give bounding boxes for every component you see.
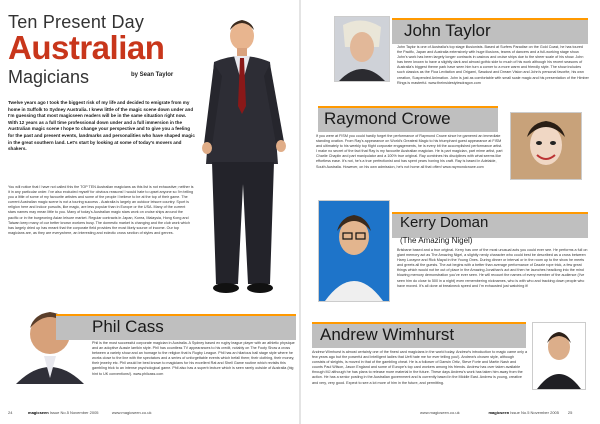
left-page-number: 24 <box>8 410 13 415</box>
title-line-1: Ten Present Day <box>8 12 145 32</box>
intro-paragraph: Twelve years ago I took the biggest risk of my life and decided to emigrate from my home in Suffolk to Sydney Australia. I knew little of the magic scene down under and I'm guessing that most magicseen readers will be in the same situation right now. With 12 years as a full time professional down under and a full immersion in the Australian magic scene I hope to change your perspective and to give you a feeling for the past and present events, landmarks and personalities who have shaped magic in the great southern land. Let's start by looking at some of today's movers and shakers. <box>8 100 195 152</box>
kerry-doman-text: Brisbane based and a true original. Kerry has one of the most unusual acts you could ever see. He performs a full on giant memory act as The Amazing Nigel, a slightly nerdy character who could best be described as a cross between Harry Lorayne and Rick Mayal in the Young Ones. During dinner or interval or in the room up to the show he meets and greets all the guests. The act begins with a better than average performance of Dazzle rope trick, a few great things which would not be out of place in the Amazing Jonathan's act and then he launches headlong into the mind blowing memory demonstration you've ever seen. He will recount the names of every member of the audience (I've seen him do close to 500 in a night) even remembering nicknames, who is with who and tracking down people who have moved. It's all done at breakneck speed and I'm exhausted just watching it! <box>397 248 588 288</box>
byline: by Sean Taylor <box>131 72 174 78</box>
john-taylor-photo <box>334 16 390 82</box>
raymond-crowe-text: If you were at FISM you could hardly forget the performance of Raymond Crowe since he garnered an immediate standing ovation. From Ray's appearance on World's Greatest Magic to his triumphant guest appearance at FISM and ultimately to his weekly top flight corporate engagements, he is every bit the accomplished performance artist. I make no secret of the fact that Ray is my favourite Australian magician. He is part magician, part mime artist, part Charlie Chaplin and part manipulator and a 100% true original. Ray combines his disciplines with what seems like effortless ease. It's not, he's a true perfectionist and has spent years honing his craft. Ray is based in Adelaide, South Australia. However, on his own admission, he's not home all that often! www.raymondcrowe.com <box>316 134 503 169</box>
kerry-doman-photo <box>318 200 390 302</box>
phil-cass-name: Phil Cass <box>92 317 164 336</box>
right-magazine-name: magicseen <box>488 410 510 415</box>
spread-gutter <box>299 0 301 424</box>
phil-cass-header-bar <box>56 314 296 340</box>
andrew-wimhurst-name: Andrew Wimhurst <box>320 325 455 344</box>
body-paragraph: You will notice that I have not called this the TOP TEN Australian magicians as this list is not exhaustive; neither is it in any particular order. I've also excluded myself for obvious reasons! I would hate to upset anyone so I'm telling you a little of some of my favourite artistes and some of the people I believe to be at the top of their game. The current Australian magic scene is not a touring success - Australia is largely an outdoor leisure country. Sport is religion here and indoor pursuits, like magic, are less popular than in Europe or the USA. Many of the current stars names may mean little to you. Many of today's Australian magic stars work on cruise ships around the pacific or in the burgeoning Asian leisure market. Regular contracts in Japan, Korea, Malaysia, Hong Kong and Taiwan keep many of our better known workers busy. The domestic market is changing and the club work which has largely dried up has meant that the corporate field provides the most likely source of income. Our top magicians are, as they are everywhere, an interesting and eclectic cross section of styles and genres. <box>8 185 194 235</box>
raymond-crowe-name: Raymond Crowe <box>324 109 451 128</box>
kerry-doman-header-bar <box>392 212 588 238</box>
john-taylor-header-bar <box>392 18 588 44</box>
right-page-number: 25 <box>567 410 573 415</box>
andrew-wimhurst-text: Andrew Wimhurst is almost certainly one of the finest card magicians in the world today. Andrew's introduction to magic came only a few years ago but the powerful and intelligent ladies that Ueft hate me for ever telling you!). Andrew's chosen style, although consists of sleights, is moved in that of the gambling cheat. He is a follower of Darwin Ortiz, Steve Forte and Martin Nash and counts Paul Wilson, Jason England and some of Europe's top card workers among his friends. Andrew has over taken available through MJ although he has plans to release more material in the future. These days Andrew's work has taken him away from the action. He has a senior posting in the Australian government and is currently based in the Middle East. Andrew is young, creative and very, very good. Expect to see a lot more of him in the future, and permitting. <box>312 350 528 385</box>
andrew-wimhurst-header-bar <box>312 322 526 348</box>
john-taylor-text: John Taylor is one of Australia's top stage illusionists. Based at Surfers Paradise on the Gold Coast, he has toured the Pacific, Japan and Australia extensively with huge illusions, teams of dancers and a full-working stage show. John's work has been largely longer contracts in casinos and cruise ships due to the sheer scale of his show. John has been known to have a slightly dark and almost gothic side to much of his work although his recent seasons of Australia's biggest theme park have seen him turn a corner to a more warm and friendly style. The show includes such classics as the Floa Levitation and Origami, Sawdust and Dream Vision and John's personal favorite, his own creation, Suspended Animation. John is just as comfortable with small scale magic and his presentation of the Himber Rings is masterful. www.theinsidestylesdragon.com <box>397 45 589 85</box>
right-url: www.magicseen.co.uk <box>420 410 460 415</box>
right-issue: Issue No.5 November 2005 <box>510 410 559 415</box>
raymond-crowe-photo <box>510 112 582 180</box>
left-magazine-name: magicseen <box>28 410 49 415</box>
john-taylor-name: John Taylor <box>404 21 491 40</box>
left-issue: Issue No.5 November 2005 <box>49 410 99 415</box>
raymond-crowe-header-bar <box>318 106 498 132</box>
andrew-wimhurst-photo <box>532 322 586 390</box>
author-photo <box>196 14 292 304</box>
kerry-doman-subtitle: (The Amazing Nigel) <box>400 236 473 245</box>
kerry-doman-name: Kerry Doman <box>400 214 489 231</box>
left-url: www.magicseen.co.uk <box>111 410 152 415</box>
phil-cass-photo <box>8 300 92 384</box>
title-line-2: Australian <box>8 29 165 66</box>
left-footer <box>8 410 151 415</box>
title-line-3: Magicians <box>8 67 90 87</box>
right-footer <box>420 410 572 415</box>
phil-cass-text: Phil is the most successful corporate magician in Australia. A Sydney based ex rugby league player with an athletic physique and an adoptive Aussie larrikin style. Phil has countless TV appearances to his credit, notably on The Footy Show a cross between a variety show and an homage to the religion that is Rugby League. Phil has an hilarious ball stage style where he works close to the line with the spectators and a series of unforgettable events which befall them; their clothing, their money, their jewelry etc. Phil would be best known to magicians for his excellent Rat and Shell Game routine which revisits this gambling trick to an intense psychological game. Phil also has a superb lecture which is seen rarely outside of Australia (big hint to UK conventions!). www.philcass.com <box>92 341 295 376</box>
